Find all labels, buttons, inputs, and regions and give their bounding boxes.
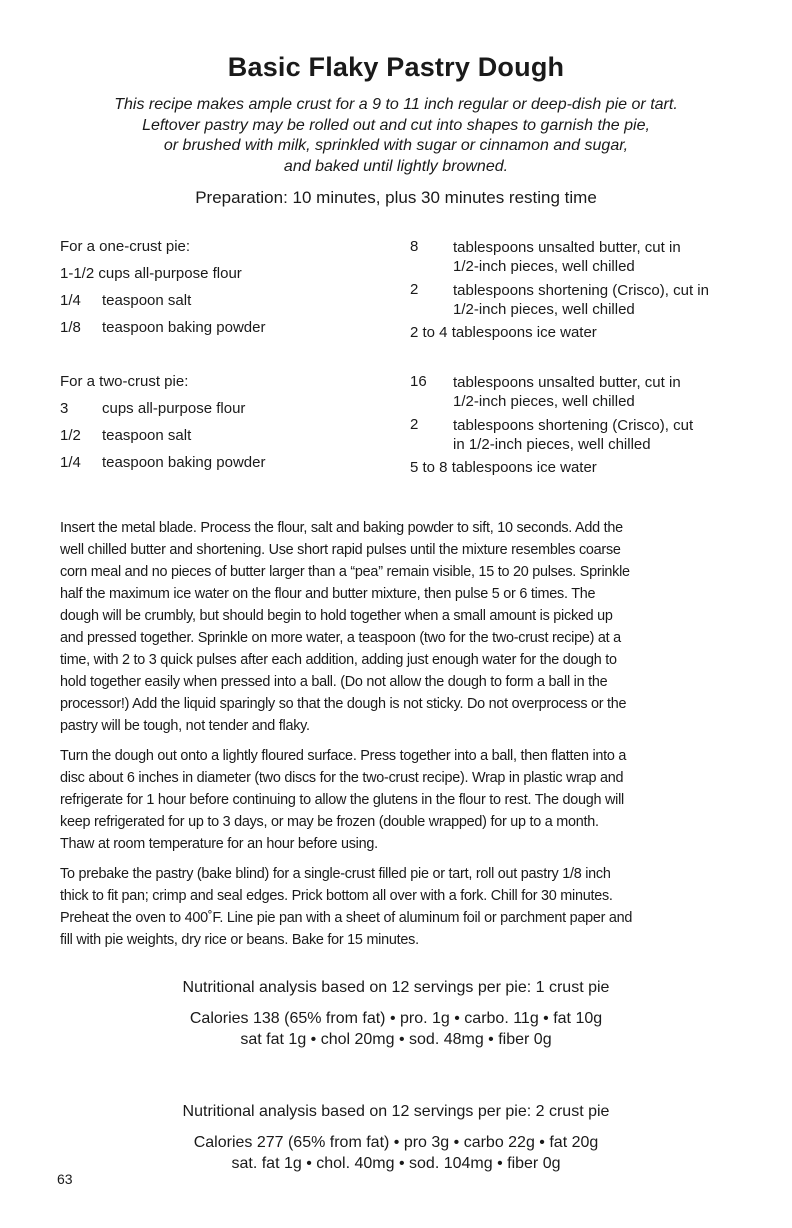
method-line: dough will be crumbly, but should begin to hold together when a small amount is picked up	[60, 608, 613, 624]
ingredient-qty: 2 to 4	[410, 324, 448, 341]
ingredient-item: 1/2-inch pieces, well chilled	[453, 393, 635, 410]
method-line: To prebake the pastry (bake blind) for a single-crust filled pie or tart, roll out pastry 1/8 inch	[60, 866, 611, 882]
method-line: and pressed together. Sprinkle on more water, a teaspoon (two for the two-crust recipe) at a	[60, 630, 621, 646]
method-line: thick to fit pan; crimp and seal edges. Prick bottom all over with a fork. Chill for 30 minutes.	[60, 888, 613, 904]
ingredient-item: teaspoon salt	[102, 292, 192, 309]
two-crust-fat-ingredients	[410, 373, 740, 481]
method-line: hold together easily when pressed into a ball. (Do not allow the dough to form a ball in the	[60, 674, 608, 690]
two-crust-heading: For a two-crust pie:	[60, 373, 189, 390]
ingredient-item: teaspoon salt	[102, 427, 192, 444]
ingredient-row	[410, 416, 740, 454]
ingredient-item: tablespoons ice water	[451, 459, 597, 476]
method-line: Preheat the oven to 400˚F. Line pie pan with a sheet of aluminum foil or parchment paper and	[60, 910, 633, 926]
nutrition-heading: Nutritional analysis based on 12 servings per pie: 1 crust pie	[182, 979, 610, 996]
ingredient-qty: 1/8	[60, 319, 81, 336]
ingredient-row	[410, 373, 740, 411]
method-line: Thaw at room temperature for an hour before using.	[60, 836, 378, 852]
page-title: Basic Flaky Pastry Dough	[227, 52, 565, 82]
ingredient-qty: 2	[410, 281, 419, 298]
ingredient-qty: 1/2	[60, 427, 81, 444]
method-section	[60, 517, 740, 959]
intro-line: Leftover pastry may be rolled out and cut into shapes to garnish the pie,	[142, 116, 650, 134]
ingredient-qty: 3	[60, 400, 69, 417]
ingredient-row	[410, 324, 740, 341]
intro-line: and baked until lightly browned.	[283, 157, 509, 175]
nutrition-line: sat. fat 1g • chol. 40mg • sod. 104mg • fiber 0g	[231, 1155, 561, 1172]
ingredient-item: in 1/2-inch pieces, well chilled	[453, 436, 651, 453]
method-paragraph	[60, 517, 740, 737]
nutrition-two-crust	[0, 1102, 792, 1174]
intro-line: or brushed with milk, sprinkled with sugar or cinnamon and sugar,	[163, 137, 629, 154]
ingredient-qty: 5 to 8	[410, 459, 448, 476]
ingredient-qty: 1-1/2	[60, 265, 95, 282]
ingredient-item: 1/2-inch pieces, well chilled	[453, 258, 635, 275]
method-line: time, with 2 to 3 quick pulses after each addition, adding just enough water for the dough to	[60, 652, 617, 668]
method-line: corn meal and no pieces of butter larger than a “pea” remain visible, 15 to 20 pulses. Sprinkle	[60, 564, 630, 580]
recipe-intro	[40, 95, 752, 177]
method-line: pastry will be tough, not tender and flaky.	[60, 718, 310, 734]
ingredient-row	[60, 454, 380, 481]
method-line: well chilled butter and shortening. Use short rapid pulses until the mixture resembles coarse	[60, 542, 621, 558]
method-line: processor!) Add the liquid sparingly so that the dough is not sticky. Do not overprocess or the	[60, 696, 627, 712]
method-line: keep refrigerated for up to 3 days, or may be frozen (double wrapped) for up to a month.	[60, 814, 599, 830]
page-number: 63	[57, 1171, 73, 1187]
method-line: refrigerate for 1 hour before continuing to allow the glutens in the flour to rest. The dough will	[60, 792, 624, 808]
method-line: Turn the dough out onto a lightly floured surface. Press together into a ball, then flatten into a	[60, 748, 627, 764]
intro-line: This recipe makes ample crust for a 9 to 11 inch regular or deep-dish pie or tart.	[114, 96, 678, 113]
ingredient-row	[60, 319, 380, 346]
nutrition-line: Calories 277 (65% from fat) • pro 3g • carbo 22g • fat 20g	[193, 1134, 599, 1151]
method-paragraph	[60, 863, 740, 951]
ingredient-row	[410, 281, 740, 319]
preparation-time: Preparation: 10 minutes, plus 30 minutes resting time	[195, 188, 597, 207]
ingredient-item: tablespoons shortening (Crisco), cut in	[453, 282, 709, 299]
ingredient-row	[410, 238, 740, 276]
method-line: fill with pie weights, dry rice or beans. Bake for 15 minutes.	[60, 932, 419, 948]
ingredient-qty: 16	[410, 373, 427, 390]
two-crust-dry-ingredients	[60, 373, 380, 481]
ingredient-qty: 2	[410, 416, 419, 433]
nutrition-one-crust	[0, 978, 792, 1050]
nutrition-line: sat fat 1g • chol 20mg • sod. 48mg • fiber 0g	[240, 1031, 552, 1048]
method-paragraph	[60, 745, 740, 855]
method-line: half the maximum ice water on the flour and butter mixture, then pulse 5 or 6 times. The	[60, 586, 596, 602]
method-line: Insert the metal blade. Process the flour, salt and baking powder to sift, 10 seconds. Add the	[60, 520, 623, 536]
ingredient-qty: 8	[410, 238, 419, 255]
ingredient-item: tablespoons unsalted butter, cut in	[453, 239, 681, 256]
ingredient-qty: 1/4	[60, 292, 81, 309]
ingredient-item: teaspoon baking powder	[102, 319, 266, 336]
nutrition-line: Calories 138 (65% from fat) • pro. 1g • carbo. 11g • fat 10g	[189, 1010, 603, 1027]
nutrition-heading: Nutritional analysis based on 12 servings per pie: 2 crust pie	[182, 1103, 610, 1120]
ingredient-item: cups all-purpose flour	[102, 400, 246, 417]
ingredient-item: tablespoons unsalted butter, cut in	[453, 374, 681, 391]
ingredient-row	[60, 292, 380, 319]
one-crust-heading: For a one-crust pie:	[60, 238, 191, 255]
ingredient-item: tablespoons shortening (Crisco), cut	[453, 417, 694, 434]
ingredient-row	[60, 427, 380, 454]
ingredient-row	[60, 265, 380, 292]
ingredient-row	[410, 459, 740, 476]
method-line: disc about 6 inches in diameter (two discs for the two-crust recipe). Wrap in plastic wrap and	[60, 770, 624, 786]
ingredient-item: tablespoons ice water	[451, 324, 597, 341]
ingredient-qty: 1/4	[60, 454, 81, 471]
one-crust-fat-ingredients	[410, 238, 740, 346]
ingredient-item: teaspoon baking powder	[102, 454, 266, 471]
ingredient-item: 1/2-inch pieces, well chilled	[453, 301, 635, 318]
ingredient-item: cups all-purpose flour	[98, 265, 242, 282]
one-crust-dry-ingredients	[60, 238, 380, 346]
ingredient-row	[60, 400, 380, 427]
